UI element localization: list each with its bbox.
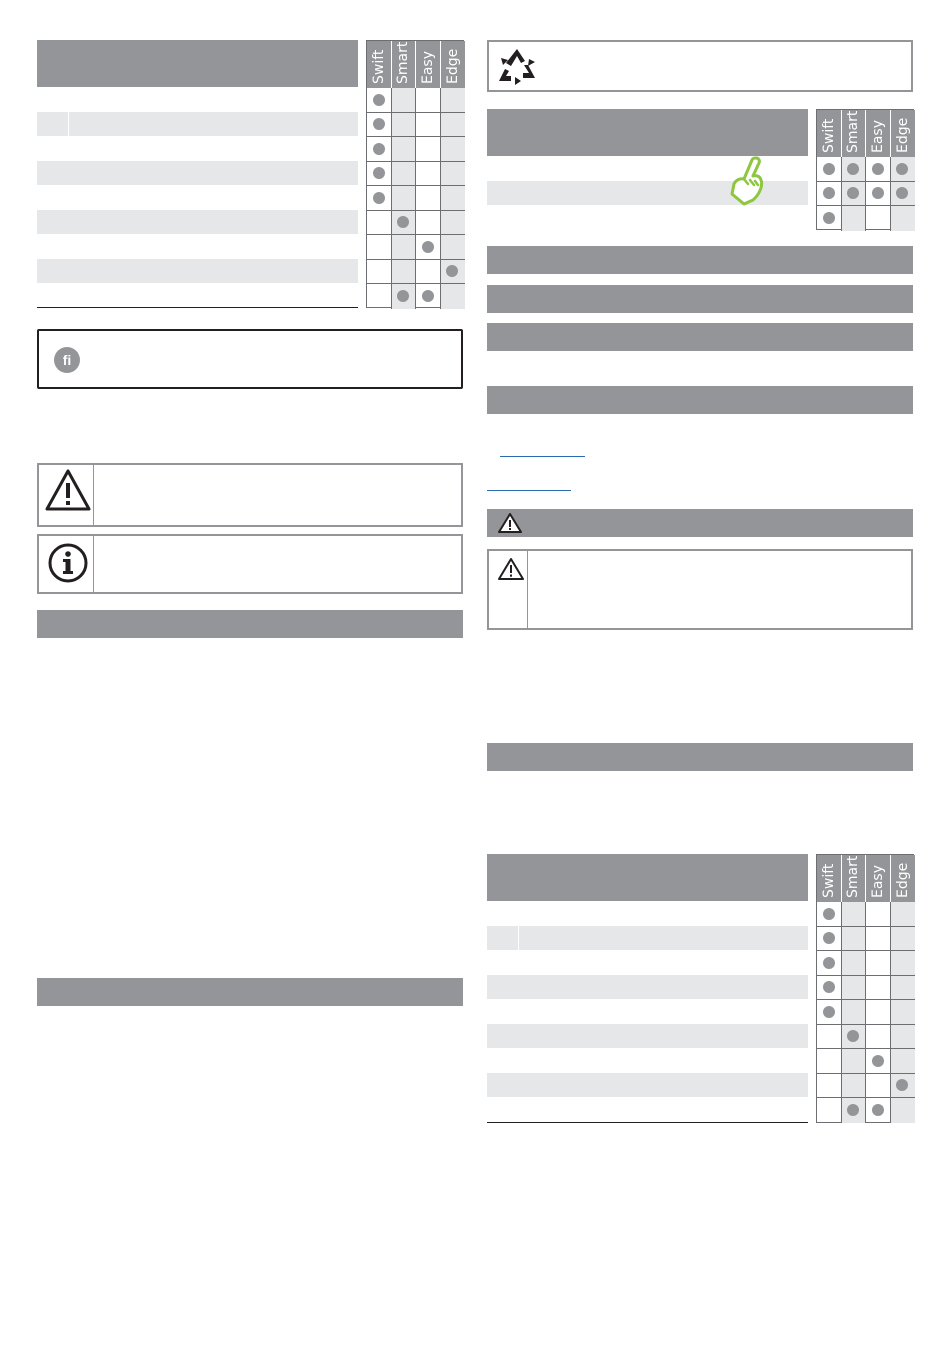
compatibility-dot	[847, 1104, 859, 1116]
compatibility-dot	[872, 187, 884, 199]
recycling-box	[487, 40, 913, 92]
matrix-cell	[817, 927, 842, 952]
matrix-cell	[817, 1025, 842, 1050]
matrix-cell	[842, 976, 867, 1001]
recycle-icon	[495, 45, 539, 89]
table-row	[487, 926, 808, 950]
table-row	[37, 259, 358, 283]
matrix-cell	[392, 211, 417, 236]
matrix-cell	[866, 182, 891, 207]
matrix-cell	[817, 1074, 842, 1099]
compatibility-dot	[397, 216, 409, 228]
matrix-column-header	[842, 855, 867, 902]
matrix-column-label: Easy	[419, 50, 436, 84]
matrix-cell	[392, 260, 417, 285]
compatibility-dot	[847, 1030, 859, 1042]
matrix-cell	[416, 211, 441, 236]
matrix-cell	[866, 1049, 891, 1074]
compatibility-dot	[823, 957, 835, 969]
matrix-cell	[842, 1098, 867, 1123]
table-col-divider	[518, 926, 519, 950]
table-bottom-rule	[37, 307, 358, 308]
compatibility-dot	[847, 163, 859, 175]
warning-icon	[43, 467, 93, 513]
info-icon	[47, 542, 89, 584]
web-link[interactable]	[500, 456, 585, 457]
matrix-cell	[416, 260, 441, 285]
matrix-column-header	[416, 41, 441, 88]
matrix-cell	[842, 1025, 867, 1050]
matrix-cell	[817, 976, 842, 1001]
compatibility-dot	[397, 290, 409, 302]
matrix-cell	[866, 951, 891, 976]
table-row	[37, 161, 358, 185]
matrix-column-header	[367, 41, 392, 88]
matrix-cell	[416, 235, 441, 260]
matrix-cell	[842, 927, 867, 952]
matrix-cell	[817, 902, 842, 927]
matrix-column-header	[866, 855, 891, 902]
matrix-cell	[367, 260, 392, 285]
compatibility-dot	[373, 192, 385, 204]
matrix-column-header	[817, 110, 842, 157]
matrix-column-header	[392, 41, 417, 88]
compatibility-dot	[823, 187, 835, 199]
matrix-cell	[392, 88, 417, 113]
matrix-cell	[367, 284, 392, 309]
table-header-bar	[487, 854, 808, 901]
info-note-box	[37, 329, 463, 389]
warning-heading-bar	[487, 509, 913, 537]
matrix-cell	[866, 1000, 891, 1025]
compatibility-dot	[896, 187, 908, 199]
fi-logo-text: fi	[62, 352, 72, 368]
box-divider	[93, 536, 94, 592]
matrix-cell	[842, 951, 867, 976]
info-box	[37, 534, 463, 594]
compatibility-matrix	[816, 109, 914, 230]
box-divider	[527, 551, 528, 628]
fi-logo-icon	[54, 347, 80, 373]
matrix-cell	[891, 182, 916, 207]
compatibility-dot	[872, 163, 884, 175]
section-heading-bar	[487, 246, 913, 274]
box-divider	[93, 465, 94, 525]
warning-icon	[497, 557, 525, 581]
matrix-cell	[441, 260, 466, 285]
matrix-cell	[891, 206, 916, 231]
table-header-bar	[37, 40, 358, 87]
matrix-cell	[367, 162, 392, 187]
matrix-cell	[866, 1025, 891, 1050]
matrix-cell	[367, 88, 392, 113]
matrix-column-label: Easy	[869, 119, 886, 153]
compatibility-dot	[823, 212, 835, 224]
matrix-column-label: Swift	[820, 863, 837, 898]
matrix-cell	[842, 1049, 867, 1074]
matrix-cell	[367, 113, 392, 138]
matrix-column-header	[842, 110, 867, 157]
matrix-cell	[441, 113, 466, 138]
compatibility-dot	[823, 908, 835, 920]
matrix-column-header	[866, 110, 891, 157]
matrix-cell	[416, 137, 441, 162]
matrix-cell	[817, 1049, 842, 1074]
compatibility-dot	[373, 118, 385, 130]
matrix-column-header	[441, 41, 466, 88]
matrix-column-label: Swift	[820, 118, 837, 153]
matrix-cell	[441, 162, 466, 187]
compatibility-dot	[823, 932, 835, 944]
matrix-cell	[367, 137, 392, 162]
matrix-cell	[891, 976, 916, 1001]
table-row	[487, 975, 808, 999]
matrix-cell	[817, 951, 842, 976]
matrix-cell	[441, 284, 466, 309]
matrix-cell	[441, 137, 466, 162]
matrix-cell	[866, 157, 891, 182]
matrix-cell	[842, 902, 867, 927]
table-row	[37, 210, 358, 234]
warning-box	[37, 463, 463, 527]
matrix-cell	[817, 1000, 842, 1025]
web-link[interactable]	[487, 490, 571, 491]
matrix-column-header	[817, 855, 842, 902]
section-heading-bar	[487, 386, 913, 414]
matrix-cell	[416, 113, 441, 138]
matrix-cell	[891, 1098, 916, 1123]
matrix-cell	[441, 211, 466, 236]
matrix-cell	[866, 206, 891, 231]
matrix-cell	[441, 88, 466, 113]
matrix-cell	[891, 927, 916, 952]
section-heading-bar	[37, 978, 463, 1006]
matrix-column-label: Smart	[395, 41, 412, 84]
matrix-cell	[891, 1000, 916, 1025]
matrix-cell	[367, 235, 392, 260]
table-row	[487, 1073, 808, 1097]
matrix-cell	[817, 206, 842, 231]
matrix-cell	[891, 1074, 916, 1099]
matrix-column-header	[891, 855, 916, 902]
warning-icon	[497, 512, 523, 534]
table-col-divider	[68, 112, 69, 136]
matrix-column-label: Swift	[370, 49, 387, 84]
compatibility-dot	[823, 981, 835, 993]
compatibility-dot	[446, 265, 458, 277]
section-heading-bar	[487, 743, 913, 771]
matrix-cell	[866, 902, 891, 927]
matrix-cell	[392, 284, 417, 309]
compatibility-matrix	[366, 40, 464, 308]
matrix-cell	[842, 182, 867, 207]
compatibility-dot	[872, 1104, 884, 1116]
matrix-cell	[842, 1000, 867, 1025]
table-row	[37, 112, 358, 136]
matrix-cell	[866, 1074, 891, 1099]
matrix-cell	[842, 1074, 867, 1099]
compatibility-dot	[422, 241, 434, 253]
matrix-cell	[817, 1098, 842, 1123]
table-bottom-rule	[487, 1122, 808, 1123]
matrix-cell	[866, 976, 891, 1001]
matrix-cell	[891, 157, 916, 182]
matrix-cell	[392, 113, 417, 138]
warning-box	[487, 549, 913, 630]
table-header-bar	[487, 109, 808, 156]
compatibility-dot	[422, 290, 434, 302]
matrix-column-label: Edge	[894, 862, 911, 898]
compatibility-matrix	[816, 854, 914, 1123]
matrix-cell	[817, 182, 842, 207]
matrix-cell	[416, 88, 441, 113]
matrix-cell	[842, 206, 867, 231]
matrix-cell	[891, 951, 916, 976]
compatibility-dot	[823, 163, 835, 175]
matrix-cell	[367, 211, 392, 236]
matrix-column-label: Smart	[845, 855, 862, 898]
matrix-cell	[441, 235, 466, 260]
matrix-cell	[392, 186, 417, 211]
compatibility-dot	[872, 1055, 884, 1067]
matrix-column-label: Edge	[894, 117, 911, 153]
compatibility-dot	[373, 94, 385, 106]
matrix-cell	[392, 235, 417, 260]
section-heading-bar	[37, 610, 463, 638]
matrix-cell	[866, 1098, 891, 1123]
matrix-cell	[367, 186, 392, 211]
matrix-cell	[842, 157, 867, 182]
matrix-column-label: Easy	[869, 864, 886, 898]
matrix-cell	[891, 1049, 916, 1074]
matrix-cell	[891, 902, 916, 927]
compatibility-dot	[373, 167, 385, 179]
matrix-cell	[392, 162, 417, 187]
compatibility-dot	[847, 187, 859, 199]
matrix-column-label: Edge	[444, 48, 461, 84]
section-heading-bar	[487, 323, 913, 351]
matrix-cell	[866, 927, 891, 952]
pointing-hand-icon	[726, 154, 770, 206]
matrix-cell	[441, 186, 466, 211]
compatibility-dot	[373, 143, 385, 155]
section-heading-bar	[487, 285, 913, 313]
matrix-cell	[817, 157, 842, 182]
matrix-cell	[392, 137, 417, 162]
matrix-cell	[416, 284, 441, 309]
matrix-column-label: Smart	[845, 110, 862, 153]
matrix-cell	[416, 162, 441, 187]
matrix-cell	[416, 186, 441, 211]
matrix-column-header	[891, 110, 916, 157]
compatibility-dot	[896, 163, 908, 175]
compatibility-dot	[823, 1006, 835, 1018]
compatibility-dot	[896, 1079, 908, 1091]
matrix-cell	[891, 1025, 916, 1050]
table-row	[487, 1024, 808, 1048]
